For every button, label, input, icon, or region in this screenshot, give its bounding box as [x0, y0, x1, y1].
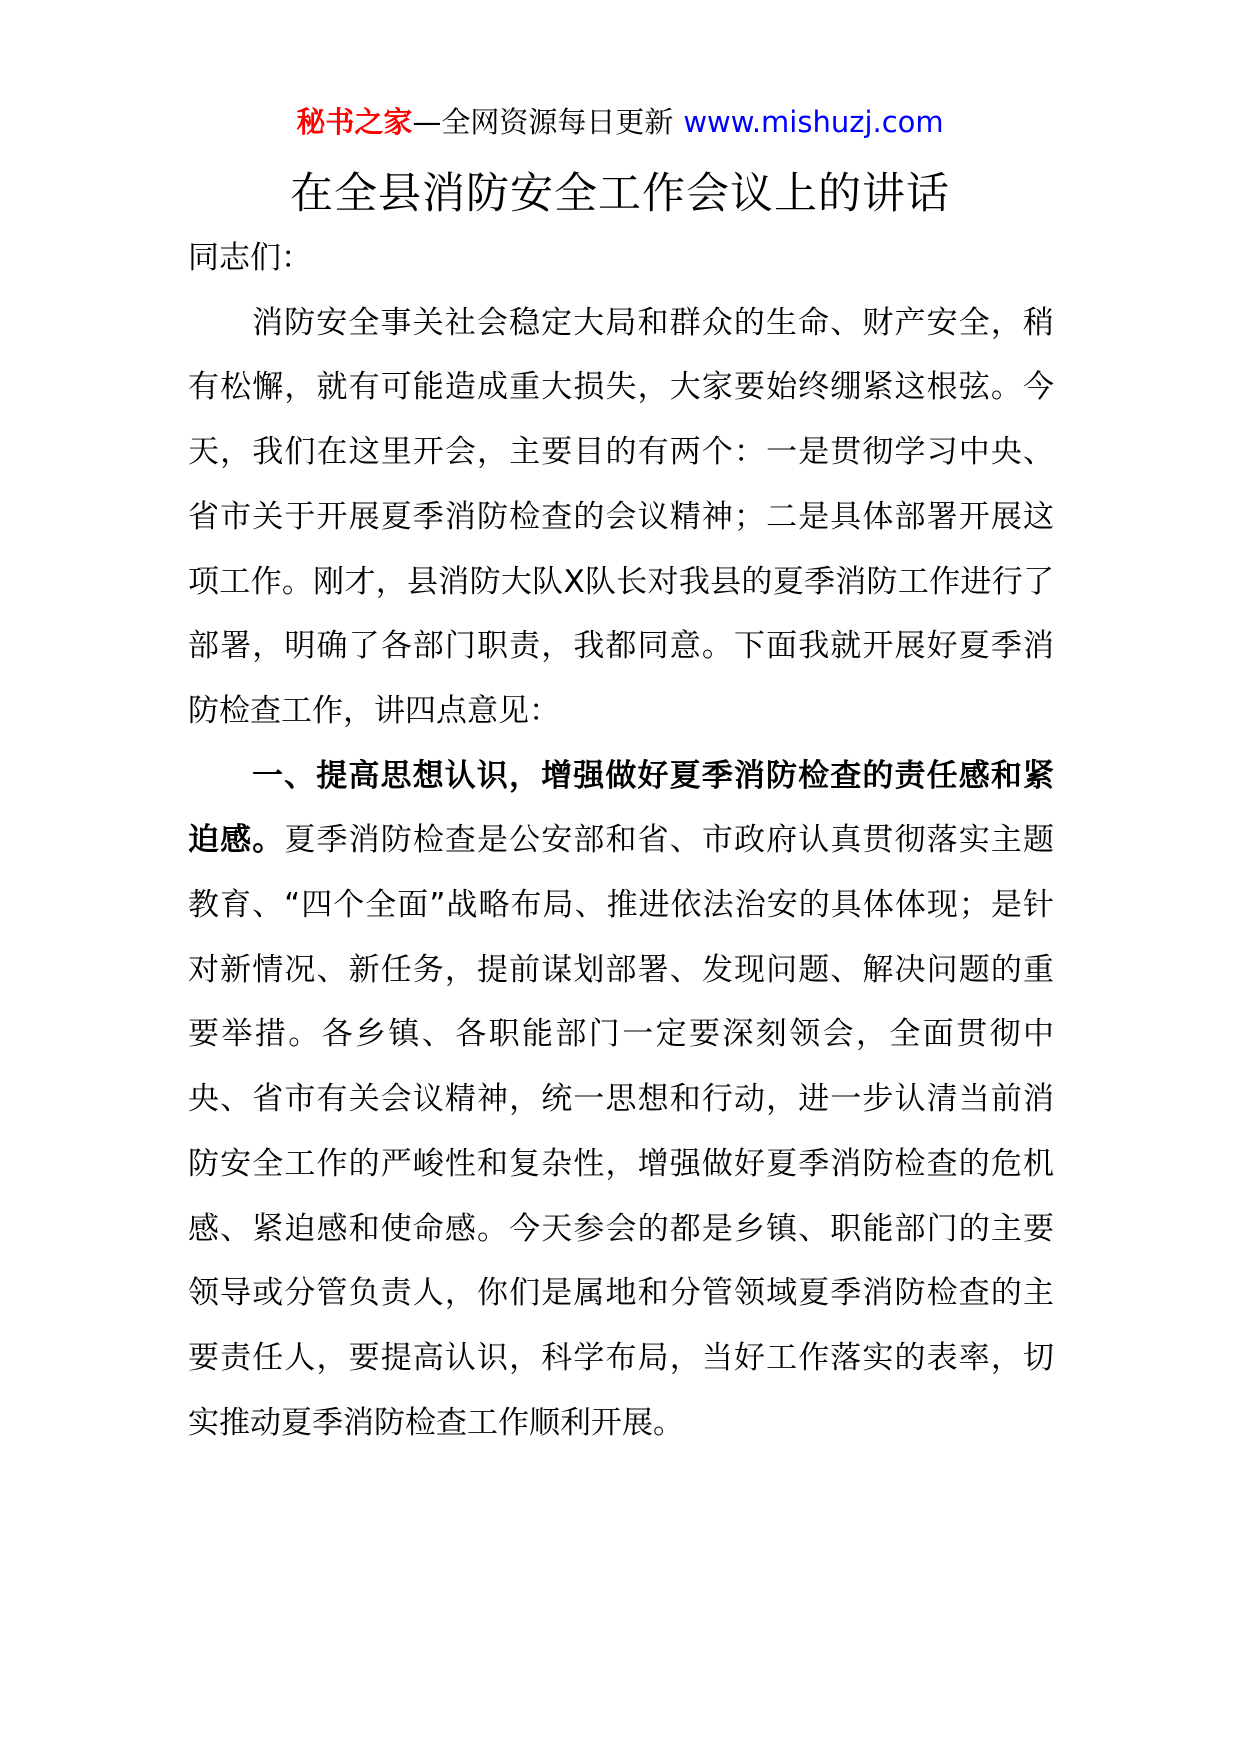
brand-name: 秘书之家 [296, 105, 413, 139]
site-url-link[interactable]: www.mishuzj.com [683, 105, 944, 139]
site-header [0, 102, 1240, 142]
document-body [188, 226, 1054, 1455]
header-tagline: —全网资源每日更新 [412, 105, 674, 139]
intro-paragraph: 消防安全事关社会稳定大局和群众的生命、财产安全，稍有松懈，就有可能造成重大损失，大家要始终绷紧这根弦。今天，我们在这里开会，主要目的有两个：一是贯彻学习中央、省市关于开展夏季消防检查的会议精神；二是具体部署开展这项工作。刚才，县消防大队X队长对我县的夏季消防工作进行了部署，明确了各部门职责，我都同意。下面我就开展好夏季消防检查工作，讲四点意见： [188, 304, 1054, 729]
section-1-heading: 一、提高思想认识，增强做好夏季消防检查的责任感和紧迫感。 [188, 757, 1054, 859]
salutation: 同志们： [188, 240, 312, 276]
section-1-body: 夏季消防检查是公安部和省、市政府认真贯彻落实主题教育、“四个全面”战略布局、推进依法治安的具体体现；是针对新情况、新任务，提前谋划部署、发现问题、解决问题的重要举措。各乡镇、各职能部门一定要深刻领会，全面贯彻中央、省市有关会议精神，统一思想和行动，进一步认清当前消防安全工作的严峻性和复杂性，增强做好夏季消防检查的危机感、紧迫感和使命感。今天参会的都是乡镇、职能部门的主要领导或分管负责人，你们是属地和分管领域夏季消防检查的主要责任人，要提高认识，科学布局，当好工作落实的表率，切实推动夏季消防检查工作顺利开展。 [188, 822, 1055, 1441]
section-1-paragraph [188, 744, 1054, 1456]
document-title: 在全县消防安全工作会议上的讲话 [290, 169, 950, 219]
